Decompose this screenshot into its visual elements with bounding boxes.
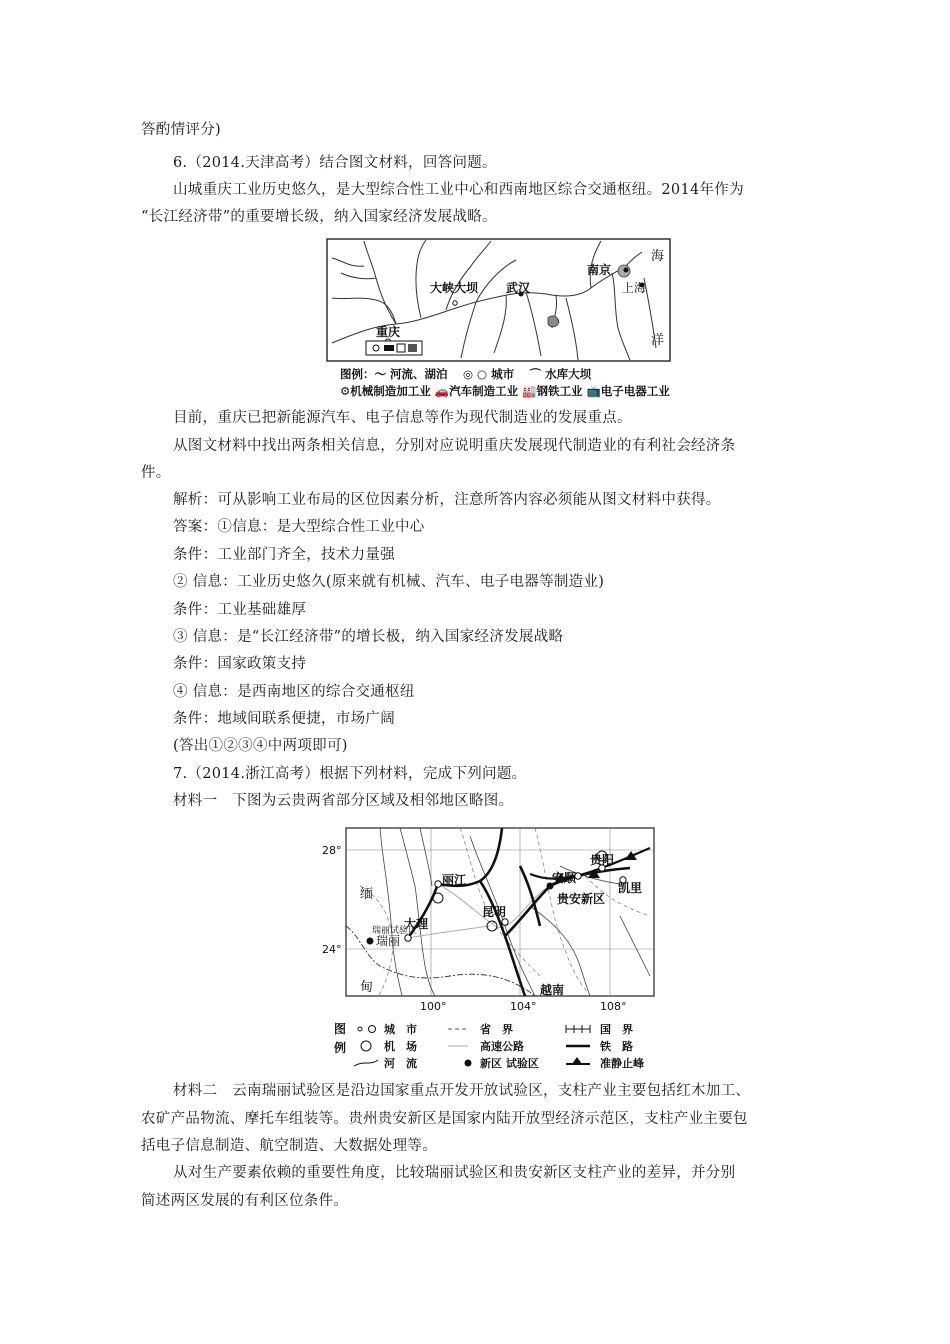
map2-lat-28: 28° bbox=[322, 844, 342, 857]
text-line: 目前，重庆已把新能源汽车、电子信息等作为现代制造业的发展重点。 bbox=[173, 410, 632, 426]
answer-line: 条件：国家政策支持 bbox=[173, 656, 307, 672]
answer-line: 条件：工业部门齐全，技术力量强 bbox=[173, 547, 395, 563]
question-6-heading: 6.（2014.天津高考）结合图文材料，回答问题。 bbox=[173, 155, 497, 171]
answer-line: (答出①②③④中两项即可) bbox=[173, 738, 348, 754]
text-line: 材料一 下图为云贵两省部分区域及相邻地区略图。 bbox=[173, 793, 514, 809]
map2-legend-quasi-stationary-front: 准静止峰 bbox=[600, 1057, 644, 1070]
answer-line: ② 信息：工业历史悠久(原来就有机械、汽车、电子电器等制造业) bbox=[173, 574, 605, 590]
map2-city-kaili: 凯里 bbox=[618, 881, 643, 895]
map2-lon-108: 108° bbox=[600, 1000, 627, 1013]
analysis-line: 解析：可从影响工业布局的区位因素分析，注意所答内容必须能从图文材料中获得。 bbox=[173, 492, 721, 508]
text-line: 答酌情评分) bbox=[141, 122, 221, 138]
yangtze-economic-belt-map bbox=[326, 238, 671, 362]
map2-city-kunming: 昆明 bbox=[482, 905, 507, 919]
map2-legend-railway: 铁 路 bbox=[600, 1040, 633, 1053]
answer-line: 条件：工业基础雄厚 bbox=[173, 602, 307, 618]
map2-country-myanmar: 甸 bbox=[360, 980, 374, 995]
map2-legend-province-border: 省 界 bbox=[480, 1023, 513, 1036]
text-line: 简述两区发展的有利区位条件。 bbox=[141, 1193, 349, 1209]
text-line: 从图文材料中找出两条相关信息，分别对应说明重庆发展现代制造业的有利社会经济条 bbox=[173, 438, 736, 454]
map2-city-anshun: 安顺 bbox=[552, 871, 577, 885]
map2-city-ruili: 瑞丽 bbox=[376, 934, 401, 948]
text-line: 材料二 云南瑞丽试验区是沿边国家重点开发开放试验区，支柱产业主要包括红木加工、 bbox=[173, 1083, 751, 1099]
answer-line: ③ 信息：是“长江经济带”的增长极，纳入国家经济发展战略 bbox=[173, 629, 564, 645]
map2-lon-100: 100° bbox=[420, 1000, 447, 1013]
map2-legend-title: 例 bbox=[334, 1041, 347, 1055]
map2-legend-city: 城 市 bbox=[384, 1023, 417, 1036]
map2-legend-airport: 机 场 bbox=[384, 1040, 417, 1053]
yunnan-guizhou-map bbox=[320, 826, 670, 1076]
map1-ocean-label: 洋 bbox=[651, 333, 665, 348]
text-line: 件。 bbox=[141, 465, 171, 481]
text-line: “长江经济带”的重要增长级，纳入国家经济发展战略。 bbox=[141, 209, 497, 225]
map1-city-wuhan: 武汉 bbox=[506, 281, 531, 295]
map2-country-myanmar: 缅 bbox=[360, 887, 374, 902]
answer-line: 条件：地域间联系便捷，市场广阔 bbox=[173, 711, 395, 727]
map1-city-shanghai: 上海 bbox=[622, 281, 647, 295]
map2-city-lijiang: 丽江 bbox=[442, 873, 467, 887]
map2-lon-104: 104° bbox=[510, 1000, 537, 1013]
answer-line: 答案：①信息：是大型综合性工业中心 bbox=[173, 519, 425, 535]
answer-line: ④ 信息：是西南地区的综合交通枢纽 bbox=[173, 684, 415, 700]
map2-legend-highway: 高速公路 bbox=[480, 1040, 524, 1053]
map2-ruili-zone-label: 瑞丽试验区 bbox=[372, 926, 418, 936]
text-line: 从对生产要素依赖的重要性角度，比较瑞丽试验区和贵安新区支柱产业的差异，并分别 bbox=[173, 1165, 736, 1181]
map2-legend-national-border: 国 界 bbox=[600, 1023, 633, 1036]
map2-country-vietnam: 越南 bbox=[540, 983, 565, 997]
map2-legend-river: 河 流 bbox=[384, 1057, 417, 1070]
map1-three-gorges-dam: 大峡大坝 bbox=[430, 281, 479, 295]
map1-legend-row: ⚙机械制造加工业 🚗汽车制造工业 🏭钢铁工业 📺电子电器工业 bbox=[340, 384, 670, 398]
map2-legend-title: 图 bbox=[334, 1022, 347, 1036]
map1-city-chongqing: 重庆 bbox=[376, 325, 401, 339]
map2-legend-new-zone: 新区 试验区 bbox=[480, 1057, 539, 1070]
text-line: 括电子信息制造、航空制造、大数据处理等。 bbox=[141, 1138, 437, 1154]
map2-guian-new-area: 贵安新区 bbox=[557, 892, 606, 906]
map2-lat-24: 24° bbox=[322, 943, 342, 956]
map1-city-nanjing: 南京 bbox=[587, 263, 612, 277]
text-line: 山城重庆工业历史悠久，是大型综合性工业中心和西南地区综合交通枢纽。2014年作为 bbox=[173, 182, 744, 198]
map1-legend-row: 图例：〜 河流、湖泊 ◎ ○ 城市 ⌒ 水库大坝 bbox=[340, 367, 592, 381]
map2-city-dali: 大理 bbox=[404, 917, 429, 931]
text-line: 农矿产品物流、摩托车组装等。贵州贵安新区是国家内陆开放型经济示范区，支柱产业主要包 bbox=[141, 1111, 748, 1127]
question-7-heading: 7.（2014.浙江高考）根据下列材料，完成下列问题。 bbox=[173, 766, 527, 782]
map1-sea-label: 海 bbox=[651, 249, 665, 264]
map2-city-guiyang: 贵阳 bbox=[590, 853, 615, 867]
